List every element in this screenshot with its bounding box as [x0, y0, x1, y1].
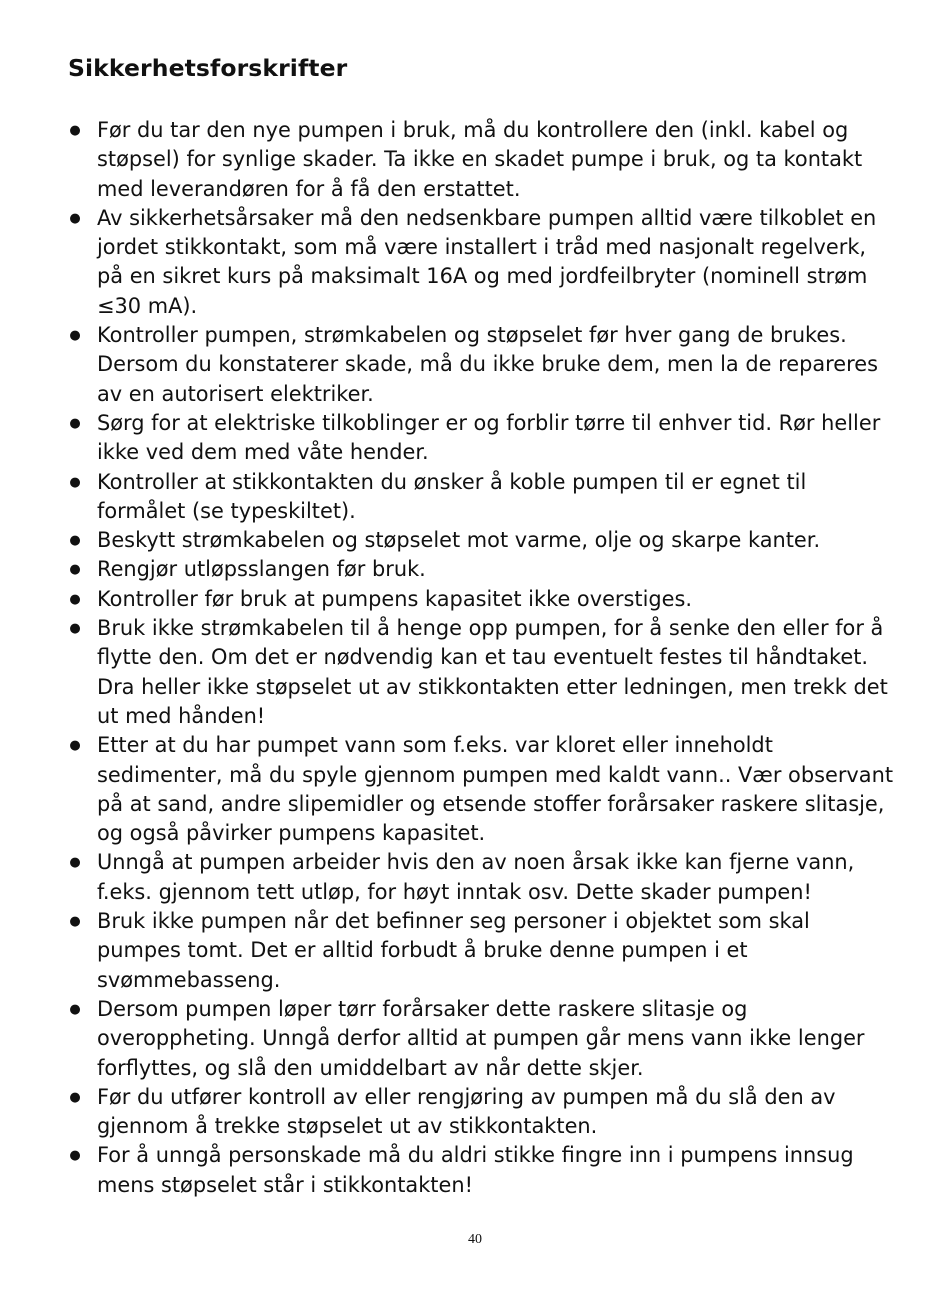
bullet-icon: ●	[69, 591, 81, 607]
bullet-icon: ●	[69, 855, 81, 871]
bullet-icon: ●	[69, 123, 81, 138]
bullet-icon: ●	[69, 1148, 81, 1164]
list-item	[68, 409, 898, 468]
list-item	[68, 116, 898, 204]
page-title: Sikkerhetsforskrifter	[68, 54, 348, 82]
list-item	[68, 731, 898, 848]
list-item-text: Beskytt strømkabelen og støpselet mot varme, olje og skarpe kanter.	[97, 528, 821, 553]
list-item	[68, 555, 898, 584]
list-item	[68, 995, 898, 1083]
bullet-icon: ●	[69, 415, 81, 431]
list-item	[68, 907, 898, 995]
list-item-text: Av sikkerhetsårsaker må den nedsenkbare pumpen alltid være tilkoblet en jordet stikkontakt, som må være installert i tråd med nasjonalt regelverk, på en sikret kurs på maksimalt 16A og med jordfeilbryter (nominell strøm ≤30 mA).	[97, 205, 877, 318]
bullet-icon: ●	[69, 621, 81, 637]
list-item-text: Kontroller pumpen, strømkabelen og støpselet før hver gang de brukes. Dersom du konstaterer skade, må du ikke bruke dem, men la de repareres av en autorisert elektriker.	[97, 323, 878, 406]
bullet-icon: ●	[69, 1089, 81, 1105]
bullet-icon: ●	[69, 1001, 81, 1017]
bullet-icon: ●	[69, 533, 81, 549]
list-item-text: Sørg for at elektriske tilkoblinger er og forblir tørre til enhver tid. Rør heller ikke ved dem med våte hender.	[97, 410, 881, 465]
bullet-icon: ●	[69, 210, 81, 226]
list-item	[68, 526, 898, 555]
list-item-text: Før du tar den nye pumpen i bruk, må du kontrollere den (inkl. kabel og støpsel) for synlige skader. Ta ikke en skadet pumpe i bruk, og ta kontakt med leverandøren for å få den erstattet.	[97, 118, 863, 201]
list-item-text: Før du utfører kontroll av eller rengjøring av pumpen må du slå den av gjennom å trekke støpselet ut av stikkontakten.	[97, 1084, 836, 1139]
list-item	[68, 1141, 898, 1200]
bullet-icon: ●	[69, 328, 81, 344]
list-item-text: Bruk ikke pumpen når det befinner seg personer i objektet som skal pumpes tomt. Det er alltid forbudt å bruke denne pumpen i et svømmebasseng.	[97, 909, 810, 992]
list-item	[68, 848, 898, 907]
list-item-text: Rengjør utløpsslangen før bruk.	[97, 557, 426, 582]
list-item-text: Unngå at pumpen arbeider hvis den av noen årsak ikke kan fjerne vann, f.eks. gjennom tett utløp, for høyt inntak osv. Dette skader pumpen!	[97, 850, 855, 904]
list-item-text: Kontroller før bruk at pumpens kapasitet ikke overstiges.	[97, 586, 693, 611]
list-item	[68, 321, 898, 409]
list-item-text: Etter at du har pumpet vann som f.eks. var kloret eller inneholdt sedimenter, må du spyle gjennom pumpen med kaldt vann.. Vær observant på at sand, andre slipemidler og etsende stoffer forårsaker raskere slitasje, og også påvirker pumpens kapasitet.	[97, 733, 894, 846]
list-item	[68, 614, 898, 731]
list-item-text: For å unngå personskade må du aldri stikke fingre inn i pumpens innsug mens støpselet står i stikkontakten!	[97, 1143, 854, 1197]
page-number: 40	[468, 1232, 482, 1247]
bullet-icon: ●	[69, 738, 81, 754]
bullet-icon: ●	[69, 474, 81, 490]
bullet-icon: ●	[69, 914, 81, 930]
list-item	[68, 204, 898, 321]
safety-instructions-list	[68, 116, 898, 1200]
list-item	[68, 585, 898, 614]
bullet-icon: ●	[69, 562, 81, 578]
list-item	[68, 1083, 898, 1142]
list-item-text: Kontroller at stikkontakten du ønsker å koble pumpen til er egnet til formålet (se typeskiltet).	[97, 469, 807, 523]
list-item-text: Bruk ikke strømkabelen til å henge opp pumpen, for å senke den eller for å flytte den. Om det er nødvendig kan et tau eventuelt festes til håndtaket. Dra heller ikke støpselet ut av stikkontakten etter ledningen, men trekk det ut med hånden!	[97, 616, 888, 728]
list-item-text: Dersom pumpen løper tørr forårsaker dette raskere slitasje og overoppheting. Unngå derfor alltid at pumpen går mens vann ikke lenger forflyttes, og slå den umiddelbart av når dette skjer.	[97, 996, 865, 1080]
list-item	[68, 468, 898, 527]
